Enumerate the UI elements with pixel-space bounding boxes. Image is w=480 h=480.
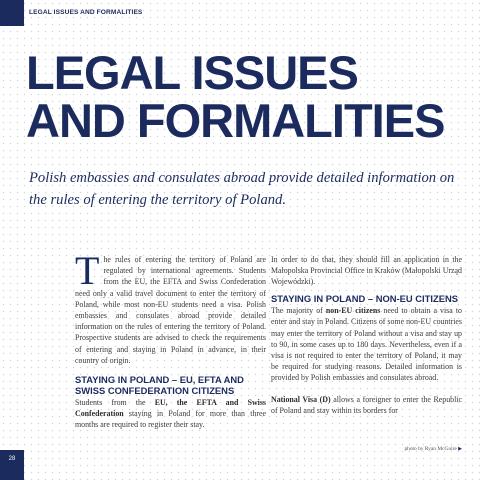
non-eu-paragraph: [271, 305, 462, 383]
eu-text-a: Students from the: [75, 398, 155, 408]
right-column: [271, 254, 462, 416]
subtitle: Polish embassies and consulates abroad provide detailed information on the rules of entering the territory of Poland.: [29, 170, 455, 208]
registration-paragraph: In order to do that, they should fill an application in the Małopolska Provincial Office in Kraków (Małopolski Urząd Wojewódzki).: [271, 255, 462, 287]
left-column: [75, 248, 266, 431]
visa-text-bold: National Visa (D): [271, 394, 331, 404]
photo-credit: [300, 446, 462, 452]
non-eu-text-bold: non-EU citizens: [325, 306, 381, 316]
title-line-2: AND FORMALITIES: [26, 94, 445, 147]
eu-text-c: staying in Poland for more than three months are required to register their stay.: [75, 409, 266, 430]
page-tab: [0, 0, 24, 26]
visa-paragraph: [271, 394, 462, 416]
visa-text-b: allows a foreigner to enter the Republic of Poland and stay within its borders for: [271, 394, 462, 415]
intro-paragraph: [75, 248, 266, 366]
heading-non-eu-citizens: STAYING IN POLAND – NON-EU CITIZENS: [271, 292, 458, 304]
photo-credit-text: photo by Ryan McGuire: [404, 446, 457, 452]
page-title: [26, 46, 466, 147]
heading-eu-citizens: STAYING IN POLAND – EU, EFTA AND SWISS CONFEDERATION CITIZENS: [75, 374, 244, 396]
eu-text-bold: EU, the EFTA and Swiss Confederation: [75, 398, 266, 419]
running-head: LEGAL ISSUES AND FORMALITIES: [29, 9, 143, 16]
triangle-right-icon: ▶: [458, 447, 462, 452]
title-line-1: LEGAL ISSUES: [26, 46, 358, 99]
drop-cap: T: [75, 248, 100, 293]
eu-paragraph: [75, 397, 266, 431]
non-eu-text-a: The majority of: [271, 306, 326, 316]
page-number: 28: [8, 456, 16, 462]
page-number-box: [0, 450, 24, 480]
side-margin: [0, 26, 24, 450]
intro-text: he rules of entering the territory of Poland are regulated by international agreements. Students from the EU, the EFTA and Swiss Confederation need only a valid travel document to enter the territory of Poland, while most non-EU students need a visa. Polish embassies and consulates abroad provide detailed information on the rules of entering the territory of Poland. Prospective students are advised to check the requirements of entering and staying in Poland in advance, in their country of origin.: [75, 255, 266, 365]
non-eu-text-c: need to obtain a visa to enter and stay in Poland. Citizens of some non-EU countries may enter the territory of Poland without a visa and stay up to 90, in some cases up to 180 days. Nevertheless, even if a visa is not required to enter the territory of Poland, it may be required for studying reasons. Detailed information is provided by Polish embassies and consulates abroad.: [271, 306, 462, 383]
